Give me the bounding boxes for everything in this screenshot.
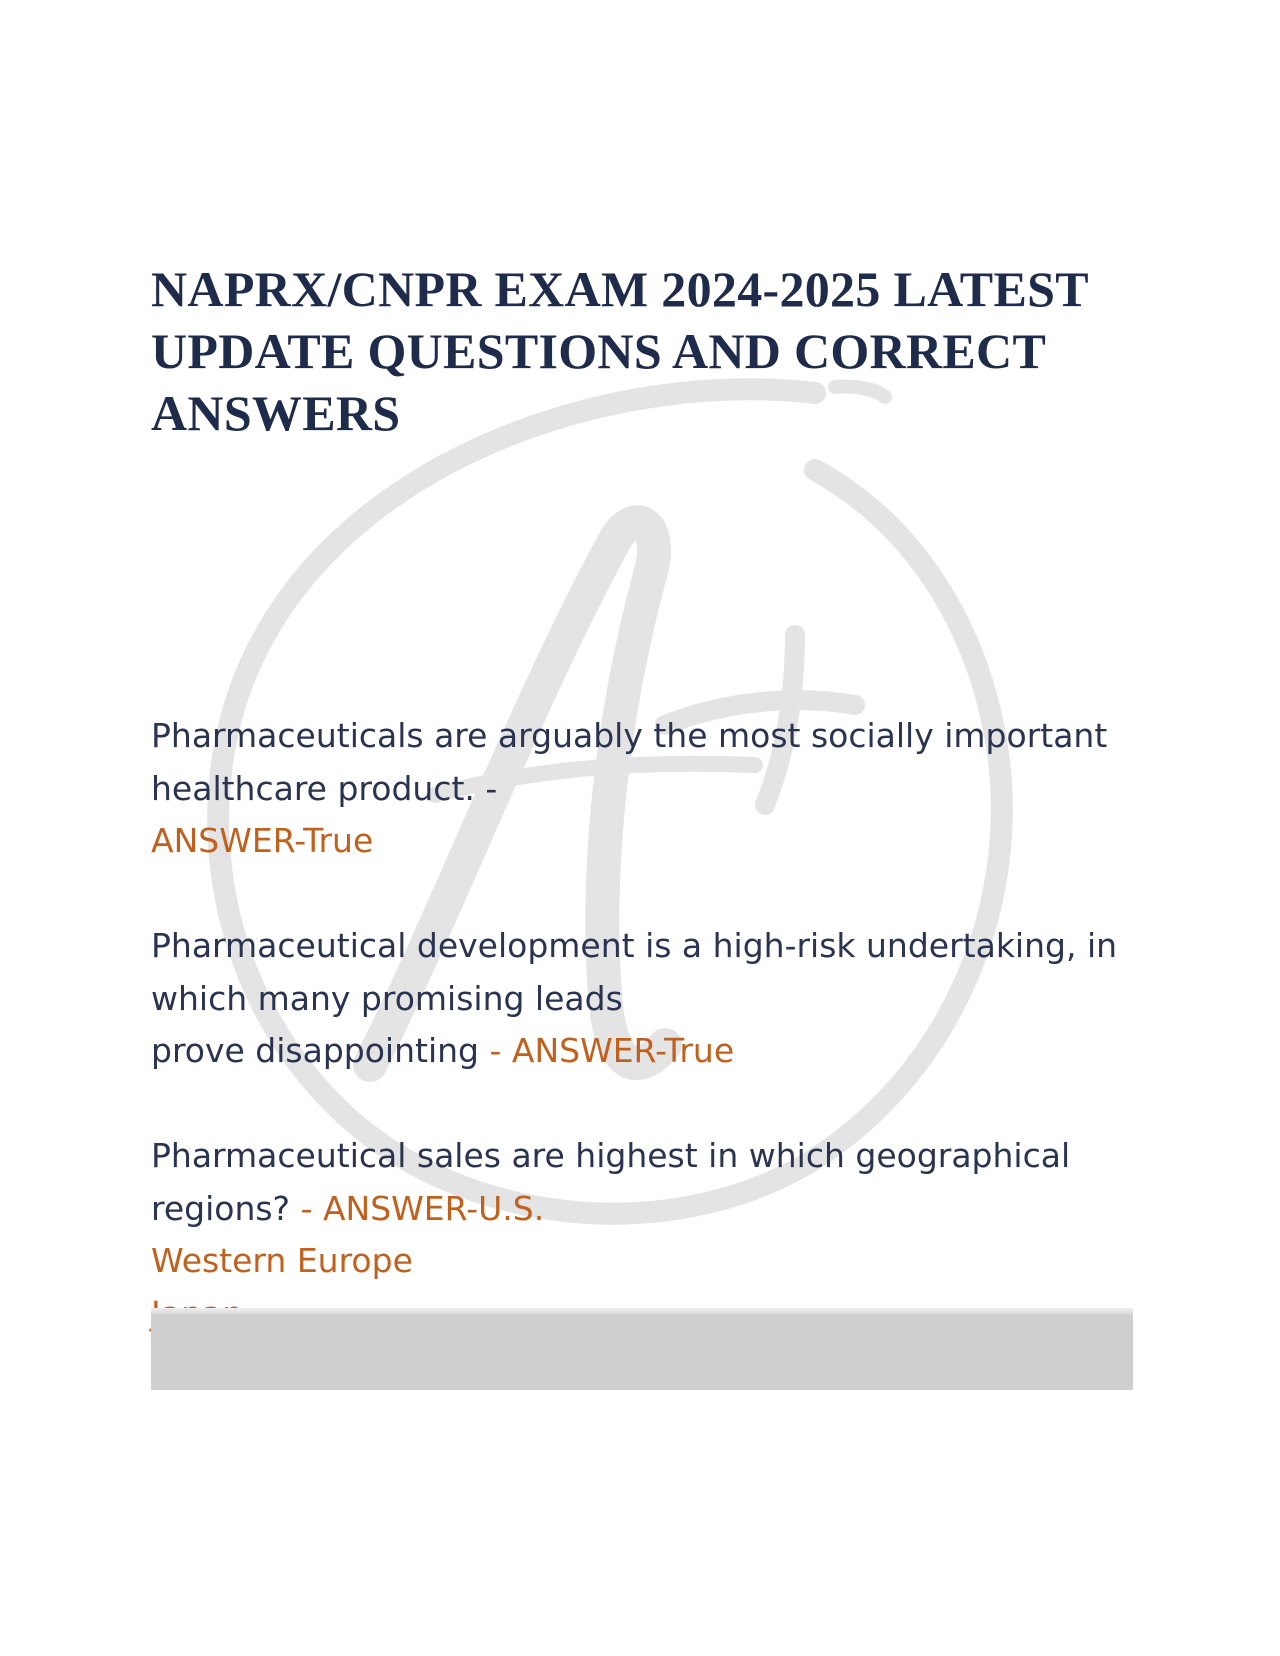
question-answer-item: [151, 710, 1141, 868]
document-title: [151, 258, 1141, 444]
question-text: Pharmaceutical development is a high-risk undertaking, in: [151, 926, 1118, 965]
title-line: NAPRX/CNPR EXAM 2024-2025 LATEST: [151, 261, 1089, 317]
question-answer-line: [151, 1183, 1141, 1236]
question-text: healthcare product. -: [151, 768, 498, 808]
answer-text: Western Europe: [151, 1241, 413, 1280]
question-text: Pharmaceuticals are arguably the most socially important: [151, 716, 1108, 755]
question-text: which many promising leads: [151, 978, 623, 1018]
question-answer-item: [151, 920, 1141, 1078]
question-answer-line: [151, 1025, 1141, 1078]
answer-text: - ANSWER-U.S.: [290, 1188, 545, 1228]
question-text: Pharmaceutical sales are highest in which geographical: [151, 1136, 1071, 1175]
footer-bar: [151, 1314, 1133, 1390]
answer-text: - ANSWER-True: [478, 1031, 735, 1070]
answer-text: ANSWER-True: [151, 821, 374, 860]
title-line: ANSWERS: [151, 385, 401, 441]
title-line: UPDATE QUESTIONS AND CORRECT: [151, 323, 1047, 379]
question-text: prove disappointing: [151, 1031, 479, 1070]
question-text: regions?: [151, 1188, 291, 1228]
